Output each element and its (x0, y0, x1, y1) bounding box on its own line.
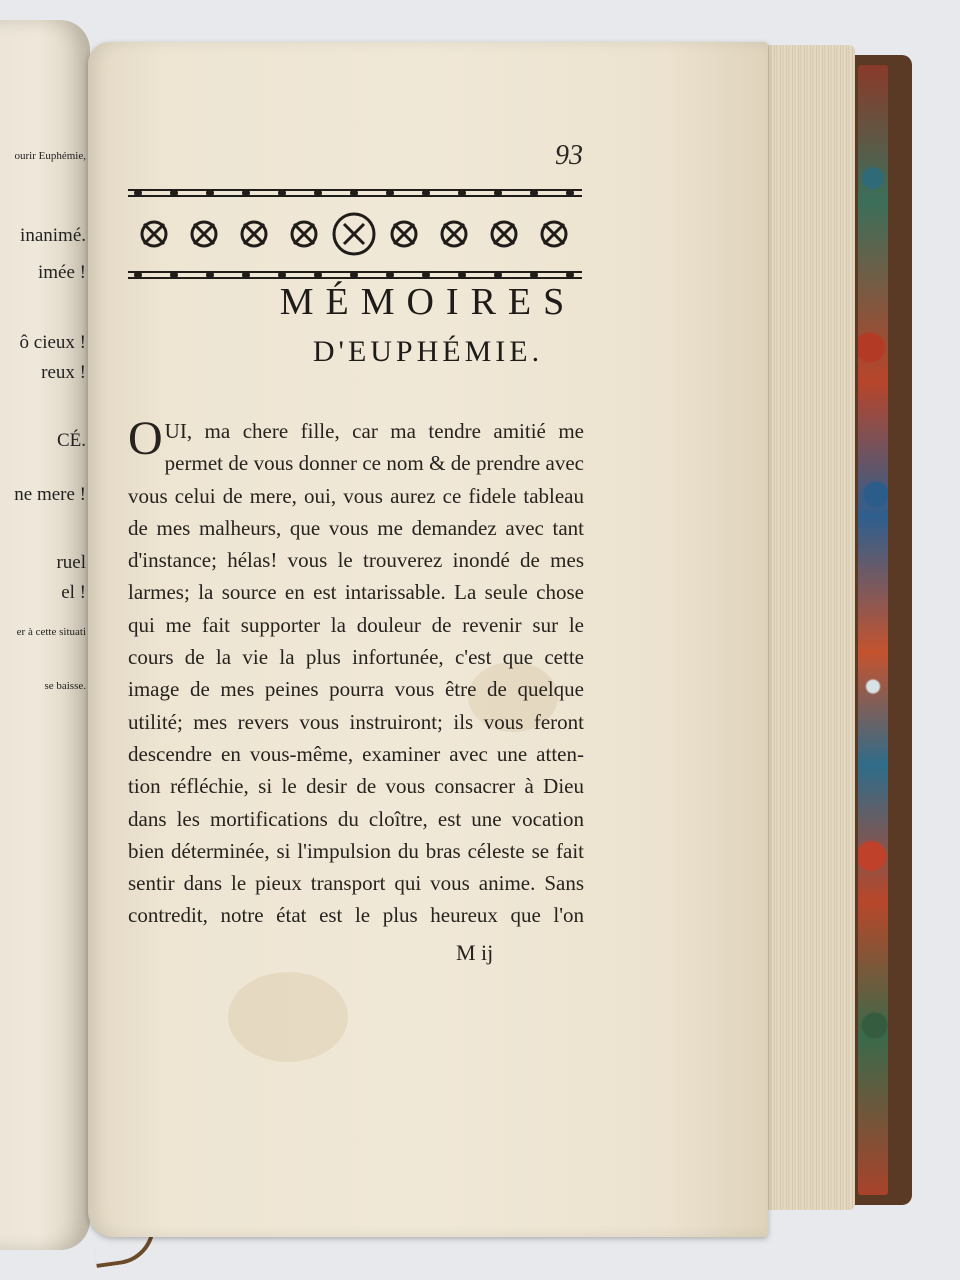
previous-page (0, 20, 90, 1250)
marbled-edge (858, 65, 888, 1195)
text-line: dans les mortifications du cloître, est une vocation (128, 806, 584, 831)
left-page-line: se baisse. (44, 680, 86, 692)
text-line: tion réfléchie, si le desir de vous consacrer à Dieu (128, 774, 584, 799)
drop-cap: O (128, 412, 163, 465)
left-page-line: reux ! (41, 362, 86, 383)
chapter-subtitle: D'EUPHÉMIE. (312, 335, 544, 368)
text-line: qui me fait supporter la douleur de revenir sur le (128, 612, 584, 637)
text-line: descendre en vous-même, examiner avec une atten- (128, 741, 584, 766)
left-page-line: ne mere ! (14, 484, 86, 505)
chapter-title: MÉMOIRES (279, 281, 577, 323)
left-page-line: er à cette situati (16, 626, 86, 638)
left-page-line: ô cieux ! (19, 332, 86, 353)
text-line: de mes malheurs, que vous me demandez avec tant (128, 515, 584, 540)
text-line: d'instance; hélas! vous le trouverez inondé de mes (128, 548, 584, 573)
text-line: utilité; mes revers vous instruiront; ils vous feront (128, 709, 584, 734)
text-line: permet de vous donner ce nom & de prendre avec (164, 451, 584, 476)
text-line: image de mes peines pourra vous être de quelque (128, 677, 584, 702)
ornament-band (124, 180, 586, 292)
text-line: UI, ma chere fille, car ma tendre amitié me (164, 419, 584, 443)
text-line: bien déterminée, si l'impulsion du bras céleste se fait (128, 838, 584, 863)
left-page-line: inanimé. (20, 225, 86, 246)
signature-mark: M ij (456, 940, 494, 965)
text-line: vous celui de mere, oui, vous aurez ce fidele tableau (128, 483, 584, 508)
left-page-line: imée ! (37, 262, 86, 283)
page-number: 93 (555, 140, 583, 171)
text-line: larmes; la source en est intarissable. La seule chose (128, 580, 584, 605)
left-page-line: el ! (61, 582, 86, 603)
left-page-line: ourir Euphémie, (14, 150, 86, 162)
left-page-line: ruel (56, 552, 86, 573)
text-line: contredit, notre état est le plus heureux que l'on (128, 903, 584, 928)
text-line: cours de la vie la plus infortunée, c'est que cette (128, 645, 584, 670)
left-page-line: CÉ. (56, 430, 86, 451)
body-text (128, 412, 584, 932)
text-line: sentir dans le pieux transport qui vous anime. Sans (128, 871, 584, 896)
